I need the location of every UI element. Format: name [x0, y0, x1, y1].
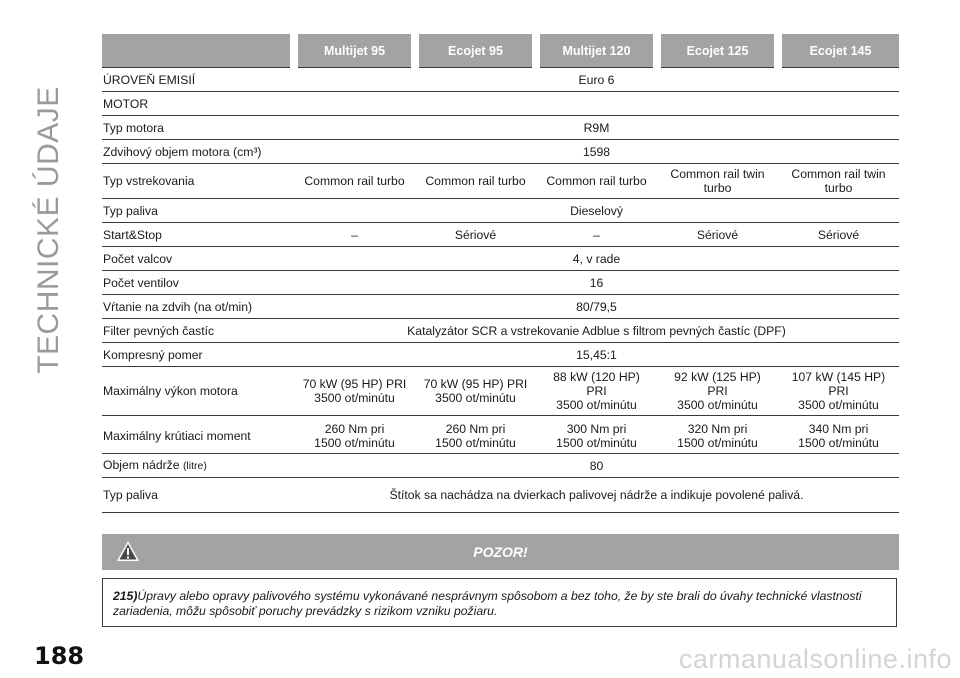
cell-line: 3500 ot/minútu — [314, 391, 395, 405]
row-label: Typ vstrekovania — [102, 164, 294, 199]
row-cell: Sériové — [778, 223, 899, 247]
row-cell: – — [294, 223, 415, 247]
warning-text-box — [102, 578, 897, 627]
warning-title: POZOR! — [473, 544, 528, 560]
row-value: 4, v rade — [294, 247, 899, 271]
section-title: TECHNICKÉ ÚDAJE — [32, 86, 65, 374]
cell-line: 260 Nm pri — [324, 422, 385, 436]
cell-line: 3500 ot/minútu — [556, 398, 637, 412]
header-col-4: Ecojet 125 — [657, 34, 778, 68]
row-cell — [294, 416, 415, 454]
table-row — [102, 164, 899, 199]
header-col-1: Multijet 95 — [294, 34, 415, 68]
row-value: 80 — [294, 454, 899, 478]
cell-line: 70 kW (95 HP) PRI — [302, 377, 407, 391]
table-row — [102, 295, 899, 319]
cell-line: 1500 ot/minútu — [798, 436, 879, 450]
table-row — [102, 343, 899, 367]
row-value-empty — [294, 92, 899, 116]
table-row — [102, 367, 899, 416]
row-label: Typ motora — [102, 116, 294, 140]
row-label: Typ paliva — [102, 478, 294, 513]
row-value: 80/79,5 — [294, 295, 899, 319]
cell-line: 340 Nm pri — [808, 422, 869, 436]
cell-line: 70 kW (95 HP) PRI — [423, 377, 528, 391]
cell-line: PRI — [828, 384, 849, 398]
row-cell — [657, 367, 778, 416]
warning-text: Úpravy alebo opravy palivového systému vykonávané nesprávnym spôsobom a bez toho, že by ste brali do úvahy technické vlastnosti zariadenia, môžu spôsobiť poruchy prevádzky s rizikom vzniku požiaru. — [113, 589, 862, 618]
row-cell: Common rail twin turbo — [657, 164, 778, 199]
row-label: Počet valcov — [102, 247, 294, 271]
row-cell — [415, 416, 536, 454]
row-label: Maximálny výkon motora — [102, 367, 294, 416]
row-cell — [536, 416, 657, 454]
cell-line: 320 Nm pri — [687, 422, 748, 436]
row-label: Zdvihový objem motora (cm³) — [102, 140, 294, 164]
cell-line: 1500 ot/minútu — [435, 436, 516, 450]
cell-line: 1500 ot/minútu — [314, 436, 395, 450]
row-value: 1598 — [294, 140, 899, 164]
table-row — [102, 68, 899, 92]
row-cell: Common rail turbo — [294, 164, 415, 199]
cell-line: PRI — [586, 384, 607, 398]
header-col-3: Multijet 120 — [536, 34, 657, 68]
row-cell: Common rail turbo — [415, 164, 536, 199]
table-row — [102, 223, 899, 247]
row-label: ÚROVEŇ EMISIÍ — [102, 68, 294, 92]
row-value: Euro 6 — [294, 68, 899, 92]
watermark: carmanualsonline.info — [678, 644, 952, 674]
table-row — [102, 199, 899, 223]
row-label: MOTOR — [102, 92, 294, 116]
row-value: 15,45:1 — [294, 343, 899, 367]
row-label-text: Objem nádrže — [103, 458, 180, 472]
cell-line: 260 Nm pri — [445, 422, 506, 436]
row-label: Start&Stop — [102, 223, 294, 247]
row-label — [102, 454, 294, 478]
spec-table — [102, 34, 899, 513]
cell-line: 1500 ot/minútu — [556, 436, 637, 450]
row-cell: Common rail twin turbo — [778, 164, 899, 199]
row-label: Vŕtanie na zdvih (na ot/min) — [102, 295, 294, 319]
row-label: Počet ventilov — [102, 271, 294, 295]
row-value: Štítok sa nachádza na dvierkach palivovej nádrže a indikuje povolené palivá. — [294, 478, 899, 513]
row-cell — [294, 367, 415, 416]
row-value: Katalyzátor SCR a vstrekovanie Adblue s filtrom pevných častíc (DPF) — [294, 319, 899, 343]
cell-line: 3500 ot/minútu — [435, 391, 516, 405]
table-row — [102, 140, 899, 164]
row-cell — [657, 416, 778, 454]
warning-ref: 215) — [113, 589, 138, 603]
header-row — [102, 34, 899, 68]
row-cell: Common rail turbo — [536, 164, 657, 199]
table-row — [102, 92, 899, 116]
cell-line: 88 kW (120 HP) — [553, 370, 640, 384]
page-number: 188 — [34, 642, 85, 670]
table-row — [102, 454, 899, 478]
cell-line: PRI — [707, 384, 728, 398]
cell-line: 3500 ot/minútu — [677, 398, 758, 412]
table-row — [102, 319, 899, 343]
table-row — [102, 271, 899, 295]
table-row — [102, 116, 899, 140]
cell-line: 3500 ot/minútu — [798, 398, 879, 412]
warning-header — [102, 534, 899, 570]
row-cell: Sériové — [657, 223, 778, 247]
row-cell — [536, 367, 657, 416]
row-cell — [778, 367, 899, 416]
header-col-2: Ecojet 95 — [415, 34, 536, 68]
row-label: Filter pevných častíc — [102, 319, 294, 343]
header-col-5: Ecojet 145 — [778, 34, 899, 68]
row-label: Typ paliva — [102, 199, 294, 223]
row-cell — [778, 416, 899, 454]
header-empty — [102, 34, 294, 68]
cell-line: 300 Nm pri — [566, 422, 627, 436]
cell-line: 1500 ot/minútu — [677, 436, 758, 450]
row-value: Dieselový — [294, 199, 899, 223]
row-value: 16 — [294, 271, 899, 295]
row-cell: Sériové — [415, 223, 536, 247]
cell-line: 92 kW (125 HP) — [674, 370, 761, 384]
row-label-unit: (litre) — [182, 460, 207, 472]
row-label: Maximálny krútiaci moment — [102, 416, 294, 454]
table-row — [102, 416, 899, 454]
row-label: Kompresný pomer — [102, 343, 294, 367]
table-row — [102, 247, 899, 271]
table-row — [102, 478, 899, 513]
row-value: R9M — [294, 116, 899, 140]
row-cell — [415, 367, 536, 416]
cell-line: 107 kW (145 HP) — [791, 370, 886, 384]
row-cell: – — [536, 223, 657, 247]
